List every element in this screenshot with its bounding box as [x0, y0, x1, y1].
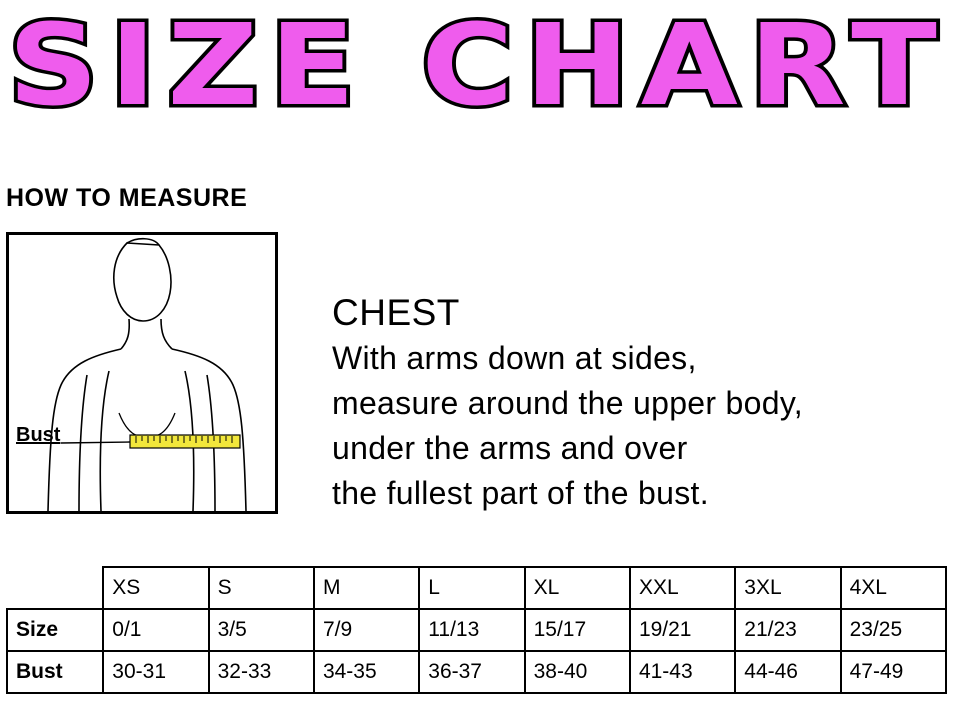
column-header-4xl: 4XL: [841, 567, 946, 609]
bust-4xl: 47-49: [841, 651, 946, 693]
chest-heading: CHEST: [332, 292, 460, 333]
female-torso-illustration: [9, 235, 275, 511]
size-s: 3/5: [209, 609, 314, 651]
bust-m: 34-35: [314, 651, 419, 693]
table-header-row: [7, 567, 946, 609]
column-header-xl: XL: [525, 567, 630, 609]
bust-l: 36-37: [419, 651, 524, 693]
table-corner-cell: [7, 567, 103, 609]
tape-measure-icon: [130, 435, 240, 448]
chest-description: [332, 290, 932, 516]
column-header-3xl: 3XL: [735, 567, 840, 609]
column-header-m: M: [314, 567, 419, 609]
bust-xs: 30-31: [103, 651, 208, 693]
size-l: 11/13: [419, 609, 524, 651]
chest-line-3: under the arms and over: [332, 430, 688, 466]
chest-line-1: With arms down at sides,: [332, 340, 697, 376]
size-xxl: 19/21: [630, 609, 735, 651]
table-row: [7, 609, 946, 651]
row-header-bust: Bust: [7, 651, 103, 693]
bust-xxl: 41-43: [630, 651, 735, 693]
size-4xl: 23/25: [841, 609, 946, 651]
chest-line-2: measure around the upper body,: [332, 385, 803, 421]
page-title-banner: [0, 0, 953, 146]
bust-callout-label: Bust: [16, 424, 61, 446]
size-3xl: 21/23: [735, 609, 840, 651]
column-header-xs: XS: [103, 567, 208, 609]
size-xl: 15/17: [525, 609, 630, 651]
bust-s: 32-33: [209, 651, 314, 693]
size-chart-table: [6, 566, 947, 694]
how-to-measure-heading: HOW TO MEASURE: [6, 184, 248, 212]
column-header-xxl: XXL: [630, 567, 735, 609]
measurement-figure: [6, 232, 278, 514]
chest-line-4: the fullest part of the bust.: [332, 475, 709, 511]
column-header-l: L: [419, 567, 524, 609]
page-title: SIZE CHART: [8, 1, 948, 131]
size-m: 7/9: [314, 609, 419, 651]
size-xs: 0/1: [103, 609, 208, 651]
table-row: [7, 651, 946, 693]
bust-xl: 38-40: [525, 651, 630, 693]
row-header-size: Size: [7, 609, 103, 651]
column-header-s: S: [209, 567, 314, 609]
bust-3xl: 44-46: [735, 651, 840, 693]
